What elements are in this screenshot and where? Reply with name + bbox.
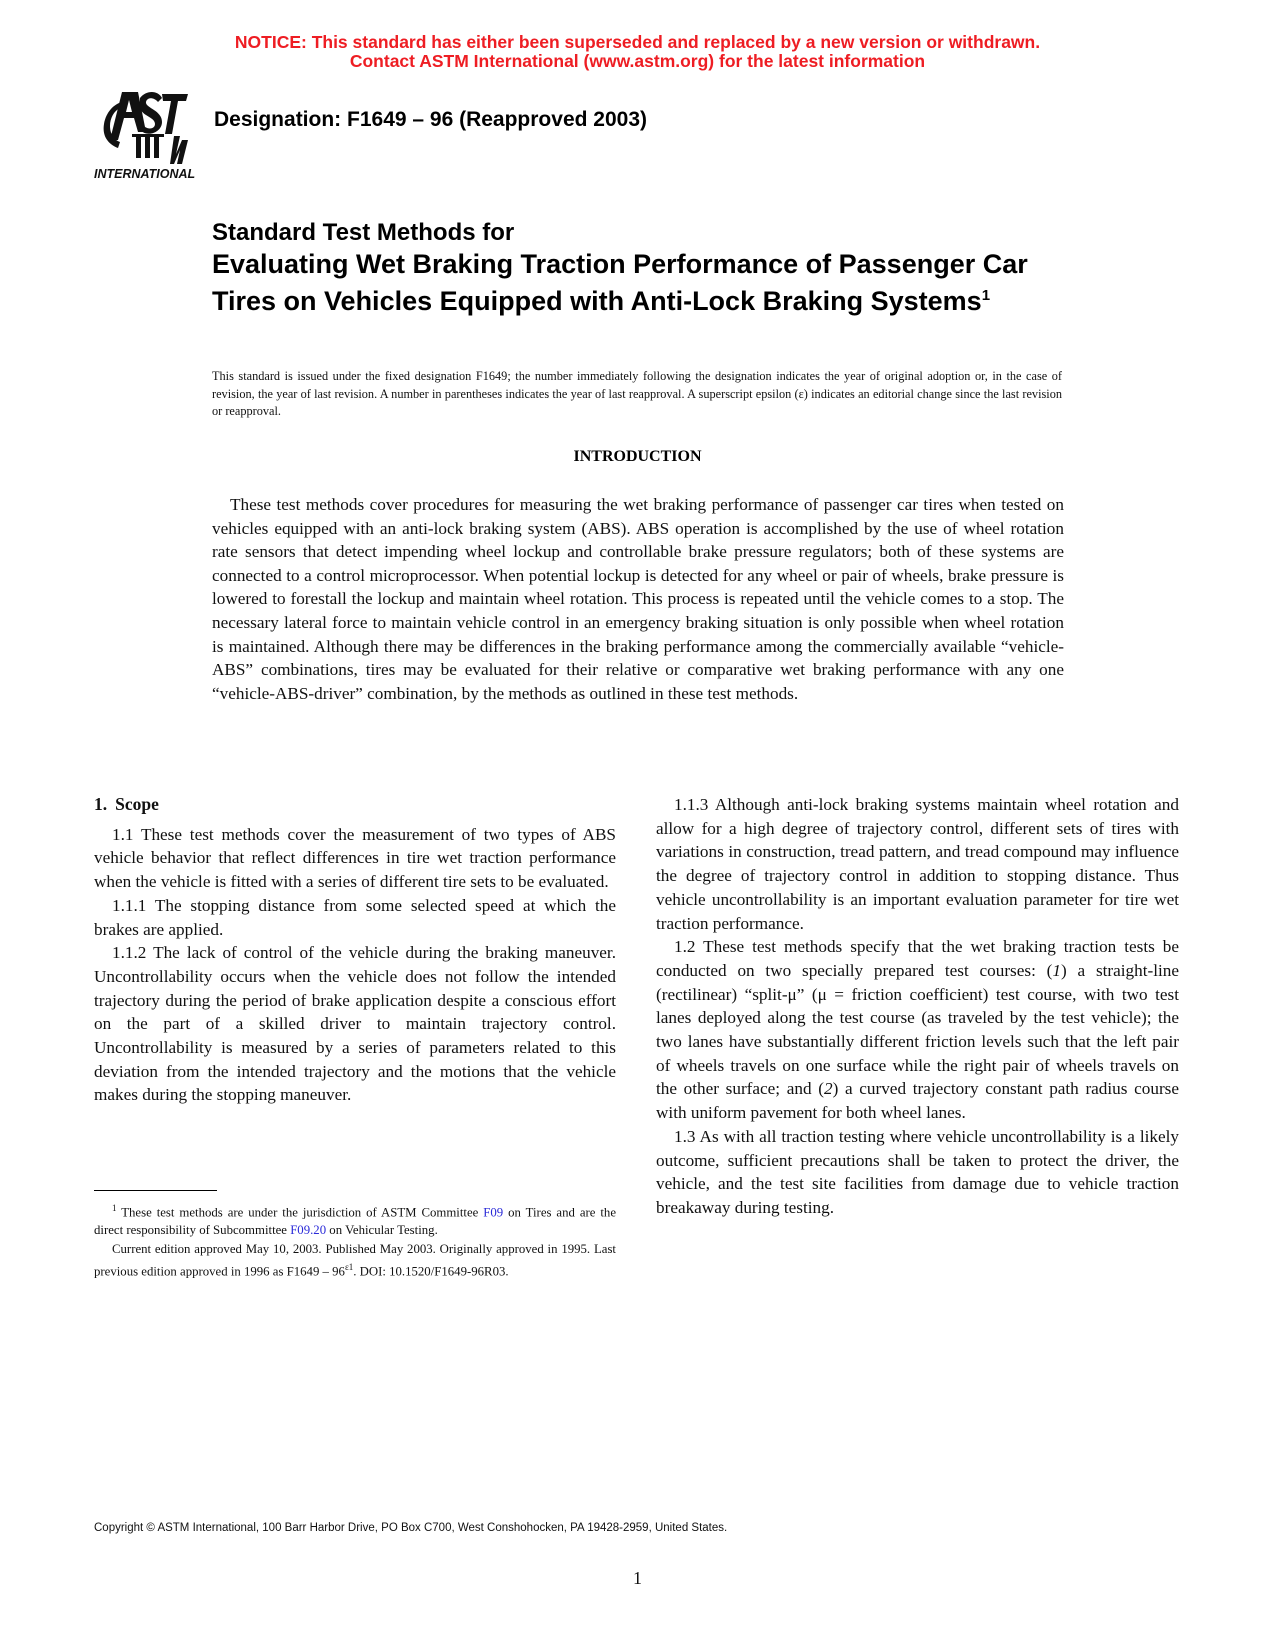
notice-line-2: Contact ASTM International (www.astm.org) for the latest information xyxy=(349,51,926,71)
section-heading-scope xyxy=(94,793,616,817)
logo-wordmark: INTERNATIONAL xyxy=(94,167,196,181)
document-title xyxy=(212,218,1092,317)
paragraph-1-1-3: 1.1.3 Although anti-lock braking systems maintain wheel rotation and allow for a high degree of trajectory control, different sets of tires with variations in construction, tread pattern, and tread compound may influence the degree of trajectory control in addition to stopping distance. Thus vehicle uncontrollability is an important evaluation parameter for tire wet traction performance. xyxy=(656,795,1179,933)
paragraph-1-1-2: 1.1.2 The lack of control of the vehicle during the braking maneuver. Uncontrollability occurs when the vehicle does not follow the intended trajectory during the period of brake application despite a conscious effort on the part of a skilled driver to maintain trajectory control. Uncontrollability is measured by a series of parameters related to this deviation from the intended trajectory and the motions that the vehicle makes during the stopping maneuver. xyxy=(94,943,616,1105)
paragraph-1-1: 1.1 These test methods cover the measurement of two types of ABS vehicle behavior that reflect differences in tire wet traction performance when the vehicle is fitted with a series of different tire sets to be evaluated. xyxy=(94,824,616,892)
section-title: Scope xyxy=(115,794,159,814)
footnote-divider xyxy=(94,1190,217,1191)
footnotes xyxy=(94,1199,616,1280)
p12-part-a: 1.2 These test methods specify that the wet braking traction tests be conducted on two specially prepared test courses: ( xyxy=(656,937,1179,980)
section-number: 1. xyxy=(94,794,108,814)
paragraph-1-2 xyxy=(656,935,1179,1125)
copyright-line: Copyright © ASTM International, 100 Barr Harbor Drive, PO Box C700, West Conshohocken, PA 19428-2959, United States. xyxy=(94,1522,728,1534)
notice-line-1: NOTICE: This standard has either been superseded and replaced by a new version or withdrawn. xyxy=(234,32,1041,52)
footnote-text-b: on Tires and are the direct responsibility of Subcommittee xyxy=(94,1205,617,1238)
left-column xyxy=(94,793,616,1107)
edition-epsilon: ε1 xyxy=(344,1261,354,1272)
issuance-note: This standard is issued under the fixed designation F1649; the number immediately following the designation indicates the year of original adoption or, in the case of revision, the year of last revision. A number in parentheses indicates the year of last reapproval. A superscript epsilon (ε) indicates an editorial change since the last revision or reapproval. xyxy=(212,369,1062,418)
edition-note xyxy=(94,1240,616,1281)
introduction-heading: INTRODUCTION xyxy=(573,448,702,465)
paragraph-1-3: 1.3 As with all traction testing where vehicle uncontrollability is a likely outcome, sufficient precautions shall be taken to protect the driver, the vehicle, and the test site facilities from damage due to vehicle traction breakaway during testing. xyxy=(656,1126,1179,1217)
footnote-text-a: These test methods are under the jurisdiction of ASTM Committee xyxy=(121,1205,484,1220)
title-main xyxy=(212,248,1092,317)
right-column xyxy=(656,793,1179,1220)
edition-text-a: Current edition approved May 10, 2003. Published May 2003. Originally approved in 1995. Last previous edition approved in 1996 as F1649 – 96 xyxy=(94,1241,616,1279)
title-footnote-mark[interactable]: 1 xyxy=(981,287,991,304)
footnote-1 xyxy=(94,1199,616,1240)
subcommittee-link[interactable]: F09.20 xyxy=(290,1223,327,1238)
supersession-notice xyxy=(0,33,1275,71)
astm-logo-icon xyxy=(92,84,200,184)
p12-part-b: ) a straight-line (rectilinear) “split-μ” (μ = friction coefficient) test course, with two test lanes deployed along the test course (as traveled by the test vehicle); the two lanes have substantially different friction levels such that the left pair of wheels travels on one surface while the right pair of wheels travels on the other surface; and ( xyxy=(656,960,1180,1099)
p12-enum-1: 1 xyxy=(1052,960,1061,980)
designation: Designation: F1649 – 96 (Reapproved 2003) xyxy=(214,108,647,131)
edition-text-b: . DOI: 10.1520/F1649-96R03. xyxy=(353,1264,509,1279)
page-number: 1 xyxy=(633,1568,642,1588)
title-prefix: Standard Test Methods for xyxy=(212,219,515,246)
p12-enum-2: 2 xyxy=(823,1079,833,1099)
footnote-text-c: on Vehicular Testing. xyxy=(326,1223,438,1238)
introduction-text: These test methods cover procedures for measuring the wet braking performance of passenger car tires when tested on vehicles equipped with an anti-lock braking system (ABS). ABS operation is accomplished by the use of wheel rotation rate sensors that detect impending wheel lockup and controllable brake pressure regulators; both of these systems are connected to a control microprocessor. When potential lockup is detected for any wheel or pair of wheels, brake pressure is lowered to forestall the lockup and maintain wheel rotation. This process is repeated until the vehicle comes to a stop. The necessary lateral force to maintain vehicle control in an emergency braking situation is only possible when wheel rotation is maintained. Although there may be differences in the braking performance among the commercially available “vehicle-ABS” combinations, tires may be evaluated for their relative or comparative wet braking performance with any one “vehicle-ABS-driver” combination, by the methods as outlined in these test methods. xyxy=(212,495,1064,703)
paragraph-1-1-1: 1.1.1 The stopping distance from some selected speed at which the brakes are applied. xyxy=(94,895,616,939)
p12-part-c: ) a curved trajectory constant path radius course with uniform pavement for both wheel lanes. xyxy=(656,1079,1179,1123)
committee-link[interactable]: F09 xyxy=(483,1205,504,1220)
title-main-text: Evaluating Wet Braking Traction Performance of Passenger Car Tires on Vehicles Equipped with Anti-Lock Braking Systems xyxy=(212,249,1028,316)
footnote-mark: 1 xyxy=(112,1203,117,1213)
